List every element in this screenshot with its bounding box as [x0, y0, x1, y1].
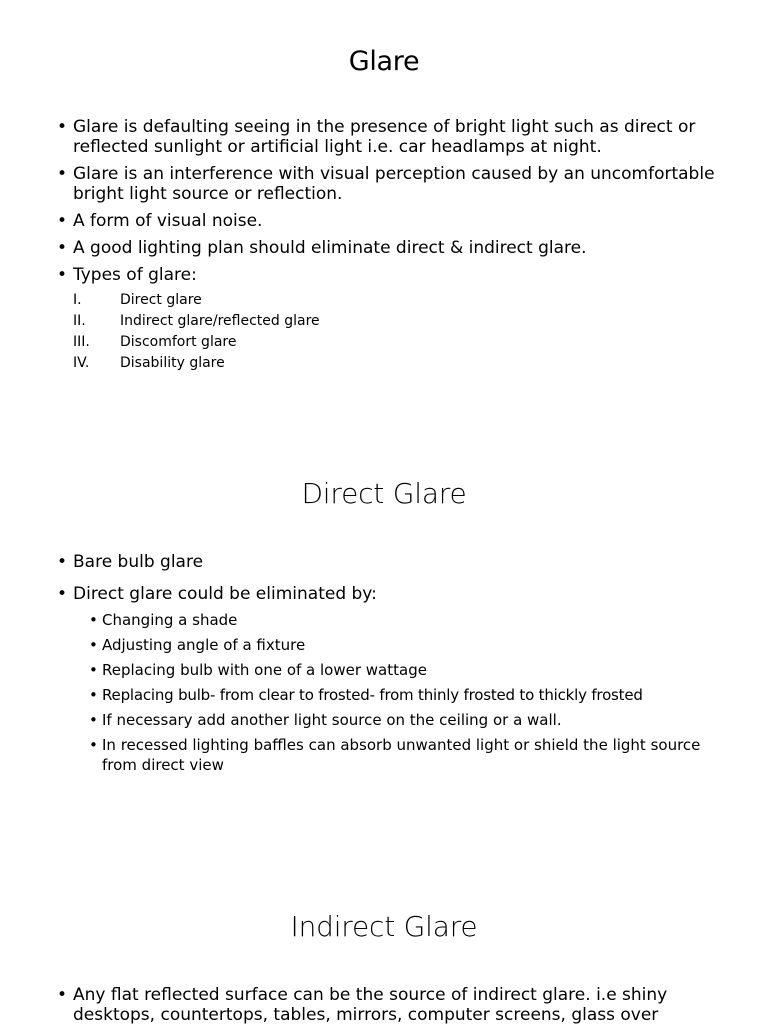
list-item-label: Direct glare	[120, 292, 202, 308]
list-number: II.	[73, 313, 86, 329]
list-item: • A form of visual noise.	[57, 211, 737, 231]
list-item: • Replacing bulb- from clear to frosted- from thinly frosted to thickly frosted	[89, 685, 709, 705]
list-item: • In recessed lighting baffles can absorb unwanted light or shield the light source from direct view	[89, 735, 709, 775]
bullet-list	[57, 985, 737, 1025]
list-item: • Glare is defaulting seeing in the presence of bright light such as direct or reflected sunlight or artificial light i.e. car headlamps at night.	[57, 117, 737, 157]
list-item: • Changing a shade	[89, 610, 709, 630]
list-number: I.	[73, 292, 82, 308]
list-item: • Types of glare:	[57, 265, 737, 285]
list-item-label: Discomfort glare	[120, 334, 237, 350]
slide-title: Indirect Glare	[290, 910, 478, 943]
list-item: • Adjusting angle of a fixture	[89, 635, 709, 655]
slide-title: Direct Glare	[301, 477, 467, 510]
list-item: • Glare is an interference with visual perception caused by an uncomfortable bright light source or reflection.	[57, 164, 737, 204]
list-item: • If necessary add another light source on the ceiling or a wall.	[89, 710, 709, 730]
list-item: • Replacing bulb with one of a lower wattage	[89, 660, 709, 680]
list-item-label: Indirect glare/reflected glare	[120, 313, 320, 329]
list-number: III.	[73, 334, 90, 350]
list-item: • Any flat reflected surface can be the source of indirect glare. i.e shiny desktops, countertops, tables, mirrors, computer screens, glass over	[57, 985, 737, 1025]
list-item-label: Disability glare	[120, 355, 225, 371]
list-item: • Direct glare could be eliminated by:	[57, 584, 737, 604]
list-item: • Bare bulb glare	[57, 552, 737, 572]
list-number: IV.	[73, 355, 90, 371]
list-item: • A good lighting plan should eliminate direct & indirect glare.	[57, 238, 737, 258]
slide-title: Glare	[348, 46, 420, 77]
